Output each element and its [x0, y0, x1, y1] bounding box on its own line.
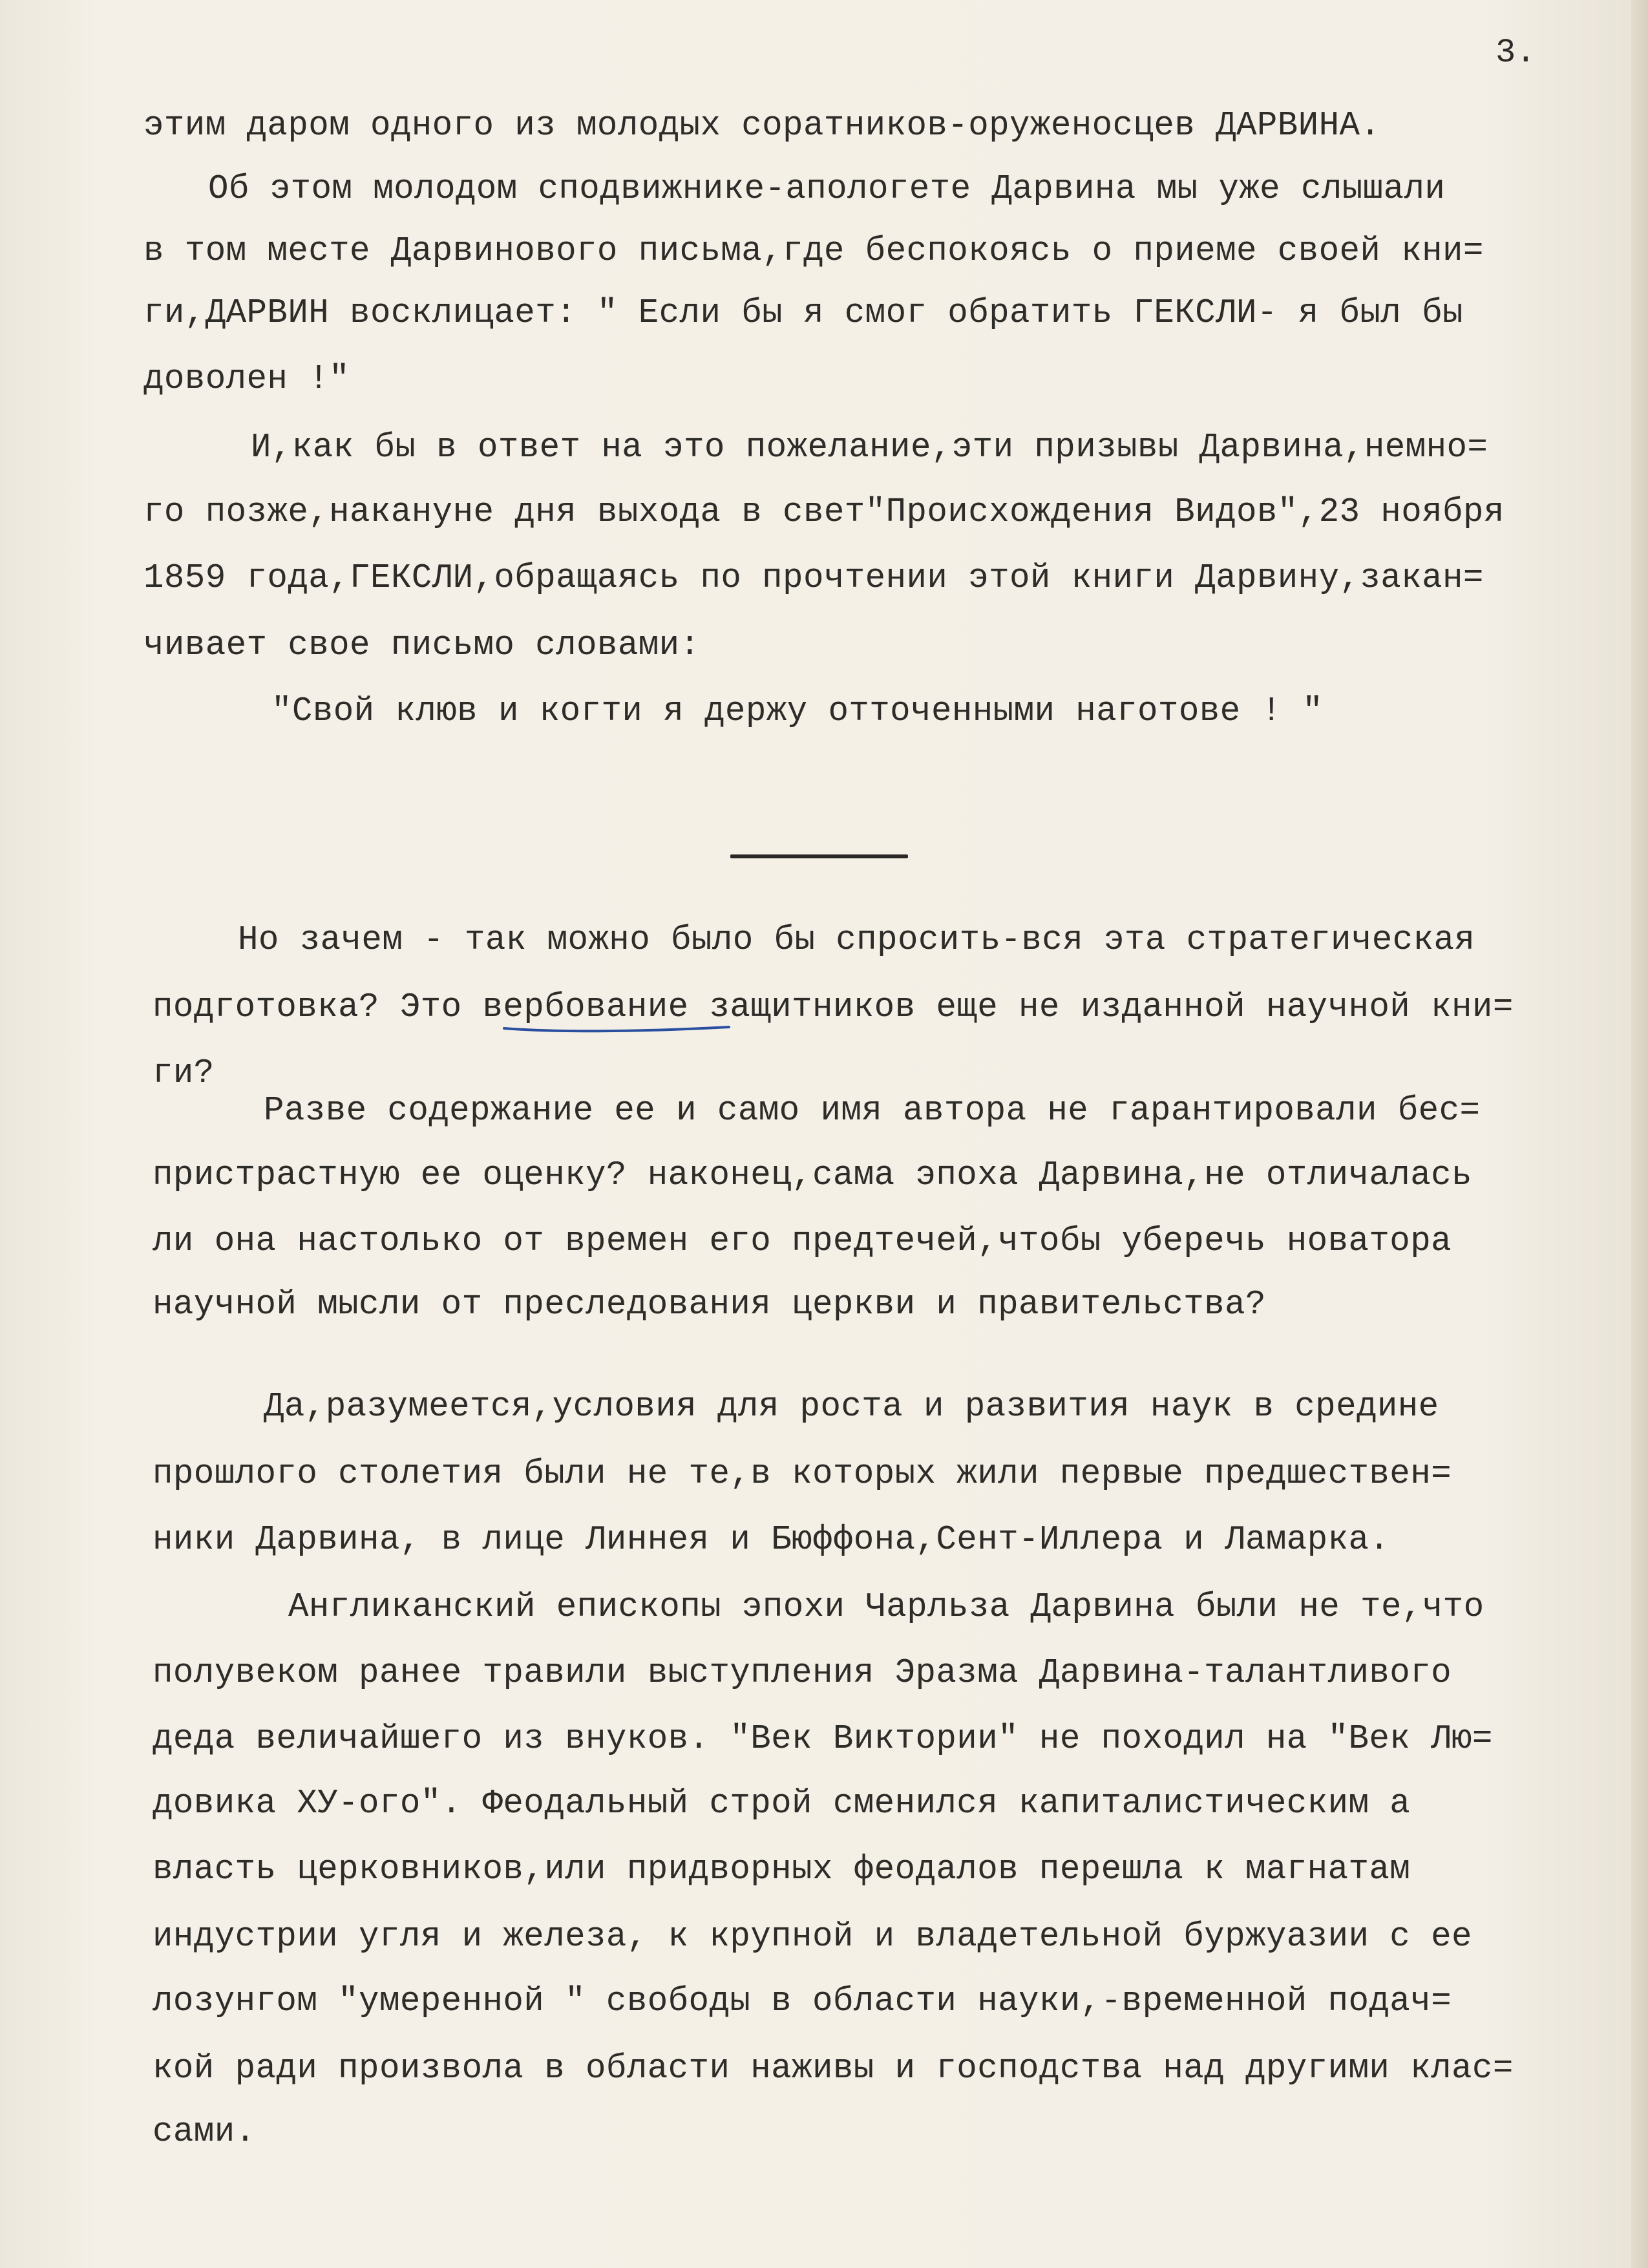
text-line-25: власть церковников,или придворных феодалов перешла к магнатам: [153, 1850, 1411, 1889]
text-line-9: чивает свое письмо словами:: [143, 626, 701, 664]
text-line-18: Да,разумеется,условия для роста и развития наук в средине: [264, 1387, 1439, 1426]
text-line-7: го позже,накануне дня выхода в свет"Происхождения Видов",23 ноября: [143, 493, 1505, 531]
paper-edge: [1631, 0, 1648, 2268]
text-line-15: пристрастную ее оценку? наконец,сама эпоха Дарвина,не отличалась: [153, 1156, 1472, 1194]
text-line-4: ги,ДАРВИН восклицает: " Если бы я смог обратить ГЕКСЛИ- я был бы: [143, 293, 1463, 332]
pen-underline-mark: [503, 1024, 730, 1033]
text-line-22: полувеком ранее травили выступления Эразма Дарвина-талантливого: [153, 1653, 1452, 1692]
text-line-19: прошлого столетия были не те,в которых жили первые предшествен=: [153, 1454, 1452, 1493]
text-line-27: лозунгом "умеренной " свободы в области науки,-временной подач=: [153, 1982, 1452, 2020]
text-line-14: Разве содержание ее и само имя автора не гарантировали бес=: [264, 1091, 1481, 1130]
text-line-11: Но зачем - так можно было бы спросить-вся эта стратегическая: [238, 920, 1475, 959]
text-line-26: индустрии угля и железа, к крупной и владетельной буржуазии с ее: [153, 1917, 1472, 1956]
text-line-21: Англиканский епископы эпохи Чарльза Дарвина были не те,что: [288, 1587, 1484, 1626]
text-line-3: в том месте Дарвинового письма,где беспокоясь о приеме своей кни=: [143, 231, 1484, 270]
text-line-8: 1859 года,ГЕКСЛИ,обращаясь по прочтении этой книги Дарвину,закан=: [143, 558, 1484, 597]
page-number: 3.: [1495, 34, 1536, 72]
text-line-17: научной мысли от преследования церкви и правительства?: [153, 1285, 1266, 1324]
text-line-28: кой ради произвола в области наживы и господства над другими клас=: [153, 2049, 1514, 2088]
text-line-5: доволен !": [143, 359, 350, 398]
text-line-12: подготовка? Это вербование защитников еще не изданной научной кни=: [153, 988, 1514, 1026]
text-line-1: этим даром одного из молодых соратников-оруженосцев ДАРВИНА.: [143, 106, 1381, 145]
text-line-13: ги?: [153, 1054, 215, 1092]
text-line-24: довика ХУ-ого". Феодальный строй сменился капиталистическим а: [153, 1784, 1411, 1823]
text-line-6: И,как бы в ответ на это пожелание,эти призывы Дарвина,немно=: [251, 428, 1488, 467]
text-line-20: ники Дарвина, в лице Линнея и Бюффона,Сент-Иллера и Ламарка.: [153, 1520, 1390, 1559]
text-line-2: Об этом молодом сподвижнике-апологете Дарвина мы уже слышали: [208, 169, 1446, 208]
text-line-29: сами.: [153, 2112, 256, 2151]
text-line-16: ли она настолько от времен его предтечей,чтобы уберечь новатора: [153, 1222, 1452, 1260]
quote-line: "Свой клюв и когти я держу отточенными наготове ! ": [271, 692, 1324, 730]
section-separator: [730, 854, 908, 858]
text-line-23: деда величайшего из внуков. "Век Виктории" не походил на "Век Лю=: [153, 1719, 1493, 1758]
